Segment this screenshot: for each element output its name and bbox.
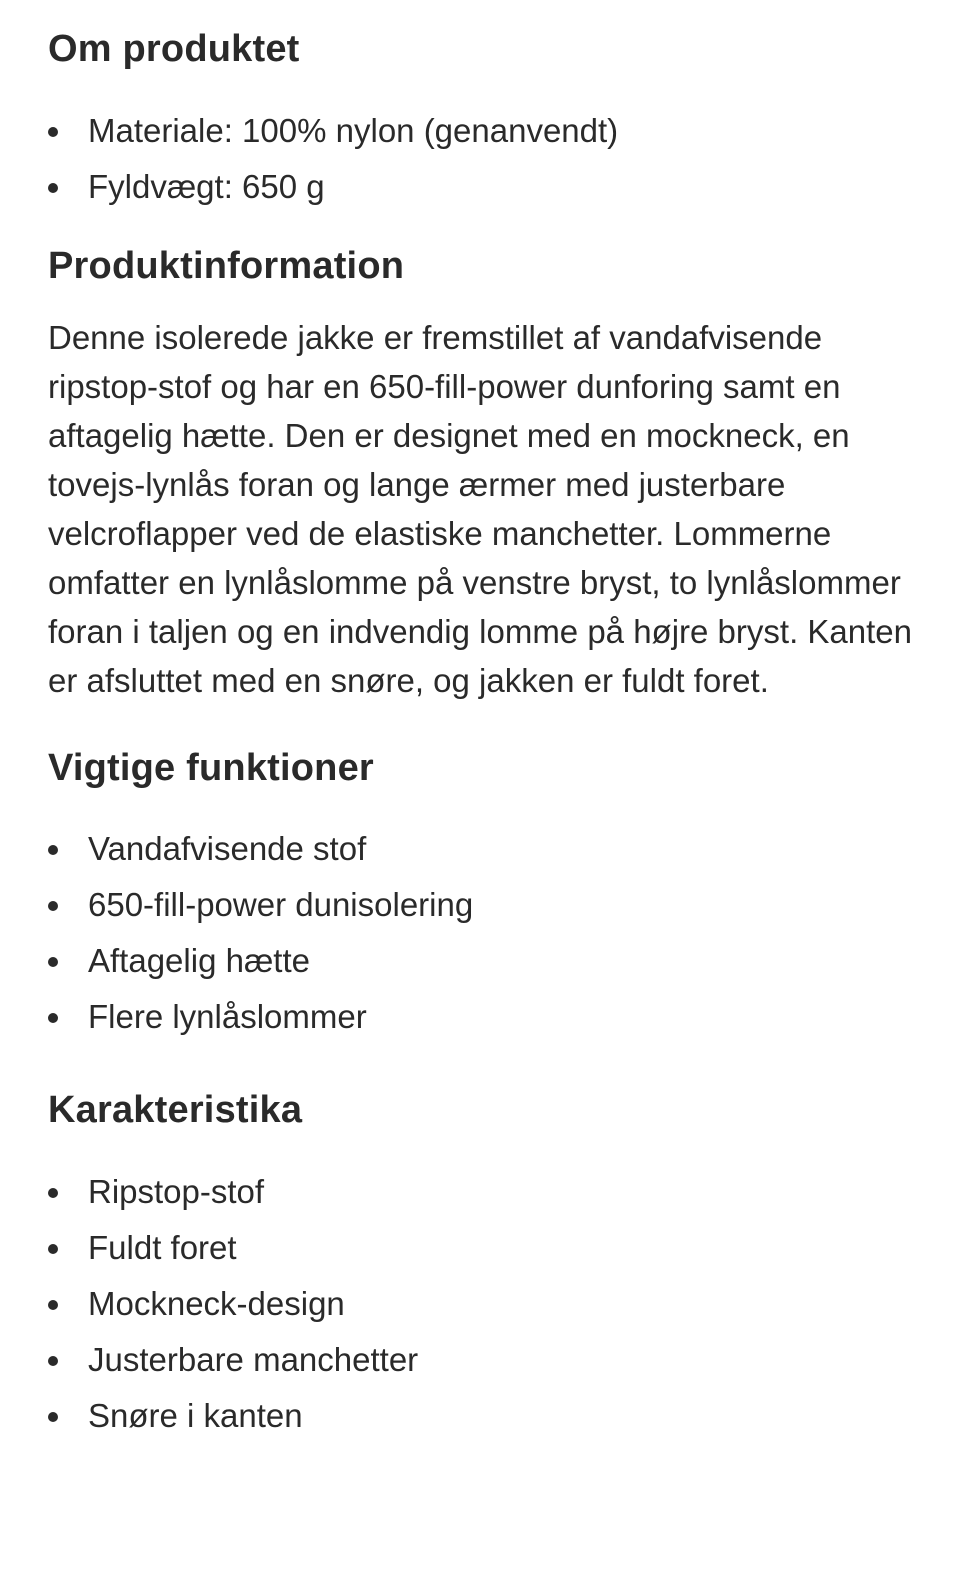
list-item-text: Snøre i kanten [88,1397,303,1434]
list-item [48,1164,912,1220]
list-item [48,1276,912,1332]
list-item-text: Aftagelig hætte [88,942,310,979]
bullet-dot-icon [48,957,58,967]
list-item [48,1220,912,1276]
list-item [48,103,912,159]
bullet-dot-icon [48,1188,58,1198]
product-description: Denne isolerede jakke er fremstillet af vandafvisende ripstop-stof og har en 650-fill-power dunforing samt en aftagelig hætte. Den er designet med en mockneck, en tovejs-lynlås foran og lange ærmer med justerbare velcroflapper ved de elastiske manchetter. Lommerne omfatter en lynlåslomme på venstre bryst, to lynlåslommer foran i taljen og en indvendig lomme på højre bryst. Kanten er afsluttet med en snøre, og jakken er fuldt foret. [48,319,912,699]
bullet-dot-icon [48,1356,58,1366]
list-item [48,159,912,215]
bullet-dot-icon [48,1300,58,1310]
key-features-list [48,821,912,1045]
list-item-text: Ripstop-stof [88,1173,265,1210]
list-item-text: 650-fill-power dunisolering [88,886,474,923]
bullet-dot-icon [48,1244,58,1254]
list-item-text: Fuldt foret [88,1229,237,1266]
bullet-dot-icon [48,901,58,911]
list-item-text: Materiale: 100% nylon (genanvendt) [88,112,619,149]
list-item [48,821,912,877]
bullet-dot-icon [48,845,58,855]
section-about-product [48,0,912,215]
bullet-dot-icon [48,183,58,193]
section-product-information [48,243,912,705]
section-title: Karakteristika [48,1089,303,1131]
list-item [48,877,912,933]
section-characteristics [48,1087,912,1444]
list-item-text: Justerbare manchetter [88,1341,419,1378]
characteristics-list [48,1164,912,1444]
list-item [48,1332,912,1388]
list-item-text: Vandafvisende stof [88,830,367,867]
section-title: Om produktet [48,28,300,70]
bullet-dot-icon [48,1412,58,1422]
list-item [48,1388,912,1444]
list-item-text: Mockneck-design [88,1285,345,1322]
bullet-dot-icon [48,127,58,137]
section-key-features [48,745,912,1045]
bullet-dot-icon [48,1013,58,1023]
list-item [48,933,912,989]
about-product-list [48,103,912,215]
list-item-text: Flere lynlåslommer [88,998,367,1035]
list-item-text: Fyldvægt: 650 g [88,168,325,205]
section-title: Produktinformation [48,245,405,287]
section-title: Vigtige funktioner [48,747,374,789]
list-item [48,989,912,1045]
